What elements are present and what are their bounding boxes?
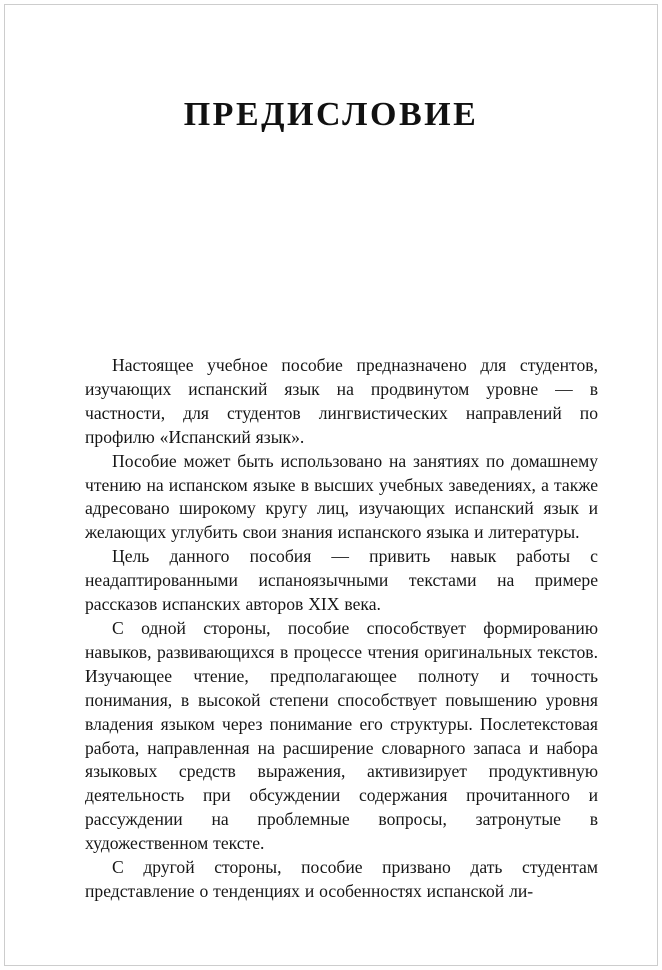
paragraph-3: Цель данного пособия — привить навык работы с неадаптированными испаноязычными текстами на примере рассказов испанских авторов XIX века. <box>85 546 598 615</box>
paragraph-5: С другой стороны, пособие призвано дать студентам представление о тенденциях и особенностях испанской ли- <box>85 857 598 901</box>
page-title: ПРЕДИСЛОВИЕ <box>183 96 479 133</box>
page-body <box>85 354 598 904</box>
paragraph-1: Настоящее учебное пособие предназначено для студентов, изучающих испанский язык на продвинутом уровне — в частности, для студентов лингвистических направлений по профилю «Испанский язык». <box>85 355 598 447</box>
paragraph-2: Пособие может быть использовано на занятиях по домашнему чтению на испанском языке в высших учебных заведениях, а также адресовано широкому кругу лиц, изучающих испанский язык и желающих углубить свои знания испанского языка и литературы. <box>85 450 598 543</box>
paragraph-4: С одной стороны, пособие способствует формированию навыков, развивающихся в процессе чтения оригинальных текстов. Изучающее чтение, предполагающее полноту и точность понимания, в высокой степени способствует повышению уровня владения языком через понимание его структуры. Послетекстовая работа, направленная на расширение словарного запаса и набора языковых средств выражения, активизирует продуктивную деятельность при обсуждении содержания прочитанного и рассуждении на проблемные вопросы, затронутые в художественном тексте. <box>85 617 598 854</box>
